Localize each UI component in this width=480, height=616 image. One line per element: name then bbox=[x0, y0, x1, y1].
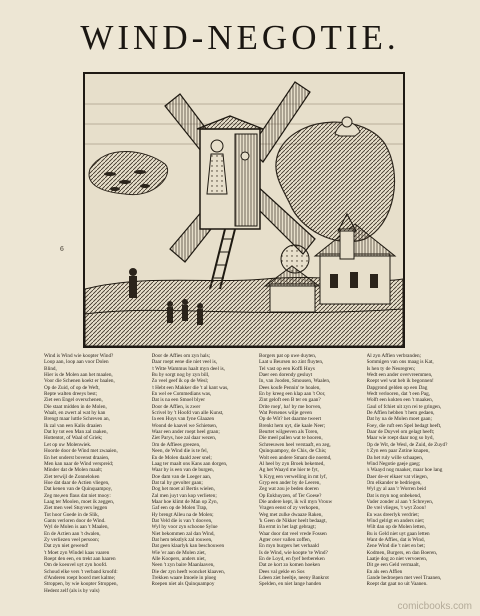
verse-line: Zal men juyt van kop verlieten; bbox=[151, 492, 217, 499]
verse-line: En de Loyd, en fyef berbereken bbox=[259, 556, 325, 562]
verse-line: Dapgrond gelden op een Dag bbox=[366, 384, 428, 391]
verse-line: Blind, bbox=[44, 365, 57, 372]
verse-line: Maar hoe klimt de Man op Zyn, bbox=[151, 498, 218, 505]
verse-line: Want de Affies, dat is Wind, bbox=[366, 536, 425, 543]
verse-line: Roept wel wat heb ik begonnen! bbox=[366, 378, 434, 385]
verse-line: Bu is Geld niet uyt gaan letten bbox=[366, 530, 430, 537]
verse-line: Weg met zulke dwaaze Raken, bbox=[259, 511, 323, 518]
verse-line: De Affien hebben 't hem gedaen, bbox=[366, 410, 435, 417]
verse-line: Da het ruly wille schaapen, bbox=[366, 454, 424, 461]
verse-line: Maar wie roept daar nog so byd, bbox=[366, 435, 434, 442]
verse-line: 'k Geen de Nikker heelt bedaagt, bbox=[259, 517, 327, 524]
verse-line: Zint geloft een B ter en gaan? bbox=[259, 397, 321, 404]
verse-line: Zy verliezen veel persoon; bbox=[44, 536, 100, 543]
verse-line: Roepen niet als Quinquampoy bbox=[151, 581, 215, 588]
verse-line: Om elkander te bedriegen, bbox=[366, 479, 422, 486]
verse-line: Wyl gy al aan 'r Worren beid bbox=[366, 486, 426, 493]
verse-line: En het onderst bovenst draaien, bbox=[44, 454, 110, 461]
verse-line: Sommigen van ons maag is Kat, bbox=[366, 359, 434, 366]
verse-line: Dog het moet al Bertis wielen, bbox=[151, 486, 215, 493]
verse-line: Trekken waare Imoele in ploeg bbox=[151, 575, 217, 582]
verse-columns bbox=[44, 353, 468, 595]
verse-line: Borgers pat op uwe duyten, bbox=[259, 353, 317, 359]
verse-column-2 bbox=[152, 353, 254, 595]
verse-line: Wyl hy voor zyn schoone Sylue bbox=[151, 524, 218, 531]
verse-line: Ik zal van een Kalis draaien bbox=[44, 422, 102, 429]
verse-line: Ziet Parys, hoe zal daar wezen, bbox=[151, 435, 217, 442]
verse-line: Hy brengt Alleu na de Molen; bbox=[151, 511, 214, 518]
verse-line: Ag het Waayd me hier te fyt, bbox=[259, 467, 319, 474]
verse-line: Om de koeuvel uyt zyn hoofd. bbox=[44, 562, 108, 569]
verse-line: Die der zyn heeft woncket klaaven, bbox=[151, 568, 225, 575]
verse-line: Wolft een kokten een 't maaken, bbox=[366, 397, 433, 404]
verse-column-1 bbox=[44, 353, 146, 595]
windmill-woodcut-illustration bbox=[83, 72, 405, 348]
verse-line: Wolt een andere Smant die noemd, bbox=[259, 454, 332, 461]
verse-line: En de Actien aan 't dwalen, bbox=[44, 530, 101, 537]
verse-line: Laag ter Moolen, moet ik zeggen, bbox=[44, 498, 115, 505]
verse-line: Daer de-er elkaer vat vliegen, bbox=[366, 473, 428, 480]
verse-line: Tel vast op een Koffi Huys bbox=[259, 365, 315, 372]
verse-line: Repte walten dreeys best; bbox=[44, 391, 98, 398]
verse-line: 't Hebt een Makker die 't al kant was, bbox=[151, 384, 229, 391]
verse-line: Dat ze kort zo komen hoeken bbox=[259, 562, 320, 569]
verse-line: Foey, die ruft een Spel bedagt heeft, bbox=[366, 422, 442, 429]
verse-line: Dit ge een Geld vermaalt, bbox=[366, 562, 420, 569]
verse-line: Wind is Wind wie koopter Wind? bbox=[44, 353, 114, 359]
verse-line: Alle Koopers, anders niet, bbox=[151, 556, 206, 562]
verse-line: In, van Jooden, Smousen, Waalen, bbox=[259, 378, 331, 385]
verse-line: Ba ermt in het lagt gebragt; bbox=[259, 524, 316, 531]
verse-line: Tot hoor Goede in de Slik, bbox=[44, 511, 99, 518]
verse-line: Dat kenen van de Quinquampoy, bbox=[44, 486, 113, 493]
verse-line: Wilt dan op de Molen letten, bbox=[366, 524, 426, 531]
verse-line: En als een Affien bbox=[366, 568, 403, 575]
verse-line: Zene Wind die 't niet en bet; bbox=[366, 543, 426, 550]
verse-line: Roept dat gaat no uit Vaanen. bbox=[366, 581, 428, 588]
verse-line: Quinquampoy, de Chis, de Chis; bbox=[259, 448, 327, 455]
verse-line: Gants verloren door de Wind. bbox=[44, 517, 106, 524]
verse-line: Dat Veld die is van 't dooven, bbox=[151, 517, 213, 524]
verse-line: Waar door dat veel vrede Fossen bbox=[259, 530, 327, 537]
verse-line: 'k Kryg een verwelling in mt lyf, bbox=[259, 473, 327, 480]
verse-line: Op de Zuid, of op de Weft, bbox=[44, 384, 100, 391]
verse-line: Door de Affies om zyn hals; bbox=[151, 353, 211, 359]
verse-line: Zeg me,een flaus dat niet mooy: bbox=[44, 492, 111, 499]
watermark: comicbooks.com bbox=[397, 601, 472, 612]
verse-line: Neen 't zyn baire Maanlaaven, bbox=[151, 562, 215, 569]
page-number: 6 bbox=[60, 246, 64, 253]
verse-line: Is de Wind, wie koopte 'te Wind? bbox=[259, 549, 328, 556]
verse-line: Bu by sorgt nog by zyn bill, bbox=[151, 372, 210, 379]
verse-line: Schreeuwen heel verstaaft, en zeg, bbox=[259, 441, 331, 448]
verse-line: Wie 'er aan de Molen ziet, bbox=[151, 549, 206, 556]
verse-line: Dat hy na de Molen moet gaan; bbox=[366, 416, 432, 423]
verse-line: Al heel by zyn Broek bekemed, bbox=[259, 460, 325, 467]
verse-line: Hier is de Molen aan het maalen, bbox=[44, 372, 113, 379]
verse-line: Brengt maar luttle Schreven an, bbox=[44, 416, 110, 423]
verse-line: Gaf een op de Molen Trap, bbox=[151, 505, 208, 512]
verse-line: Let op uw Molenwiek. bbox=[44, 441, 92, 448]
verse-line: Men kan naar de Wind verspreid; bbox=[44, 460, 114, 467]
verse-line: Stroppen, by wie koopter Stroppen, bbox=[44, 581, 118, 588]
verse-line: Gande bedroepen met veel Traanen, bbox=[366, 575, 442, 582]
verse-line: Ja een Huys van fyne Glaazen bbox=[151, 416, 215, 423]
verse-line: Dees val gekle en Sos bbox=[259, 568, 305, 575]
verse-line: d'Anderen roept boord met kalme; bbox=[44, 575, 116, 582]
verse-line: Agter over vallen zoffen, bbox=[259, 536, 312, 543]
page-title: WIND-NEGOTIE. bbox=[80, 18, 400, 57]
verse-line: En was dreerlyk verdriet; bbox=[366, 511, 420, 518]
verse-line: En de Molen daald zeer snel; bbox=[151, 454, 212, 461]
verse-line: Ldeen ziet heeltje, neeny Bankrot bbox=[259, 575, 329, 582]
verse-line: Die staat midden in de Molen, bbox=[44, 403, 107, 410]
verse-line: Dat is myn nog onbekend, bbox=[366, 492, 422, 499]
verse-line: Scrivel by 't Hoofd van alle Kunst, bbox=[151, 410, 224, 417]
verse-line: 't Witte Wammus haalt myn deel is, bbox=[151, 365, 225, 372]
verse-line: Die meel pallen wat te hooren, bbox=[259, 435, 323, 442]
verse-line: Wyl de Molen is aan 't Maalen, bbox=[44, 524, 109, 531]
verse-line: Daer een dorendy gesluyt bbox=[259, 372, 313, 379]
verse-line: Niet bekommen zal dan Wind, bbox=[151, 530, 215, 537]
verse-line: Drite roep', ha! by me borven, bbox=[259, 403, 322, 410]
verse-line: Minder dat de Molen maalt; bbox=[44, 467, 103, 474]
verse-line: Wedt verlooren, dat 't een Pag, bbox=[366, 391, 430, 398]
verse-line: Wat Persenes wilje geven bbox=[259, 410, 313, 417]
verse-line: 't Moet zyn Windel kaas vaaren bbox=[44, 549, 110, 556]
verse-line: En wel ee Commedians was, bbox=[151, 391, 212, 398]
verse-line: Beurtet wilgeeven als Toren, bbox=[259, 429, 319, 436]
verse-line: Op de Wit? het daarme tweert bbox=[259, 416, 322, 423]
verse-line: Laag ter maalt ons Kans aan dorgen, bbox=[151, 460, 228, 467]
verse-line: Daar roept eene die niet veel is, bbox=[151, 359, 218, 366]
verse-line: Dat is na een Smoel blyer bbox=[151, 397, 205, 404]
verse-line: Hoorde door de Wind met zwaaien, bbox=[44, 448, 118, 455]
verse-line: Zo veel geef ik op de Wesl; bbox=[151, 378, 209, 385]
verse-line: Loop aan, loop aan voor Dolen bbox=[44, 359, 109, 366]
verse-line: Dat tal by gevolter gaan; bbox=[151, 479, 203, 486]
verse-line: Zeg wat zou je beden doeren bbox=[259, 486, 319, 493]
verse-line: Op Enkhuyzen, of Ter Goese? bbox=[259, 492, 322, 499]
verse-line: Door de Affien, is zwer bbox=[151, 403, 201, 410]
verse-column-4 bbox=[367, 353, 469, 595]
verse-line: Kodmen, Burgers, en dan Boeren, bbox=[366, 549, 438, 556]
verse-line: Waar by is een van de burgen, bbox=[151, 467, 214, 474]
verse-line: Hoe dat daar de Actien vliegen, bbox=[44, 479, 110, 486]
verse-line: Wind Negotie gaeje gaeg; bbox=[366, 460, 421, 467]
verse-line: Om de Affiees greezen, bbox=[151, 441, 201, 448]
verse-line: Wedt een ander overvreemmen, bbox=[366, 372, 433, 379]
verse-line: Hottentot, of Waal of Griek; bbox=[44, 435, 103, 442]
verse-line: Vragen eenst of zy verkopen, bbox=[259, 505, 320, 512]
verse-line: Daar de Duyvel om gelagt heeft; bbox=[366, 429, 435, 436]
verse-line: Spelden, en niet lange handen bbox=[259, 581, 322, 588]
verse-line: Schoud elke vers 't verband kroofd: bbox=[44, 568, 118, 575]
verse-line: Die andere kept, ik wil myn Vrouw bbox=[259, 498, 333, 505]
verse-line: Gaul of fchiet uit zyn rei te gringen, bbox=[366, 403, 442, 410]
verse-line: Waalt, en zwert al wat hy kan bbox=[44, 410, 106, 417]
verse-line: Brenkt hem uyt, die kaale Neer; bbox=[259, 422, 326, 429]
verse-line: Woond de kaavel we Schietsen, bbox=[151, 422, 218, 429]
verse-line: Laatje dog zo niet vervoeren, bbox=[366, 556, 428, 562]
verse-line: En myn burgers het verhaald bbox=[259, 543, 319, 550]
verse-line: Voor die Schenen koekt er baalen, bbox=[44, 378, 115, 385]
verse-line: Dees koufe Pennin' te hoalen, bbox=[259, 384, 321, 391]
verse-line: Al zyn Affien verbranden; bbox=[366, 353, 421, 359]
verse-line: Dat zyn niet gewend! bbox=[44, 543, 89, 550]
verse-line: Dat hy tot een Man zal raaken, bbox=[44, 429, 108, 436]
verse-line: Waar een ander roept heel graan; bbox=[151, 429, 220, 436]
verse-line: Vader zonder al aan 't Schreyen, bbox=[366, 498, 434, 505]
verse-line: Neen, de Wind die is te fel, bbox=[151, 448, 208, 455]
verse-line: Ziet een Engel overschenen, bbox=[44, 397, 103, 404]
verse-line: Wind gelrigt en anders niet; bbox=[366, 517, 425, 524]
verse-line: 't Zyn een paar Zotine knapen, bbox=[366, 448, 430, 455]
verse-line: En by kreeg een klap aan 't Oor, bbox=[259, 391, 326, 398]
verse-line: Roept den een, en trekt aan haaren bbox=[44, 556, 116, 562]
verse-line: Hedent zelf (als is by vals) bbox=[44, 587, 100, 594]
verse-line: Dat geen klaarlyk kan beschouwen bbox=[151, 543, 225, 550]
verse-column-3 bbox=[259, 353, 361, 595]
verse-line: Ziet terwijl de Zonneloken bbox=[44, 473, 100, 480]
verse-line: Dat hem tekstlyk zal rouwen, bbox=[151, 536, 213, 543]
verse-line: Laat u Beursen no zint fluyten, bbox=[259, 359, 324, 366]
verse-line: Op de Wit, de Wesl, de Zuid, de Zuyd? bbox=[366, 441, 448, 448]
verse-line: 's Waayd nog maaker, maar hoe lang bbox=[366, 467, 443, 474]
verse-line: Is hen ty de Neuregren; bbox=[366, 365, 416, 372]
verse-line: Ziet men veel Stuyvers leggen bbox=[44, 505, 108, 512]
verse-line: Doe dam van de Loeger aan, bbox=[151, 473, 212, 480]
verse-line: De vrel vlieges, 't wyt Zoon! bbox=[366, 505, 426, 512]
verse-line: Gryp een ander by de Leeren, bbox=[259, 479, 321, 486]
